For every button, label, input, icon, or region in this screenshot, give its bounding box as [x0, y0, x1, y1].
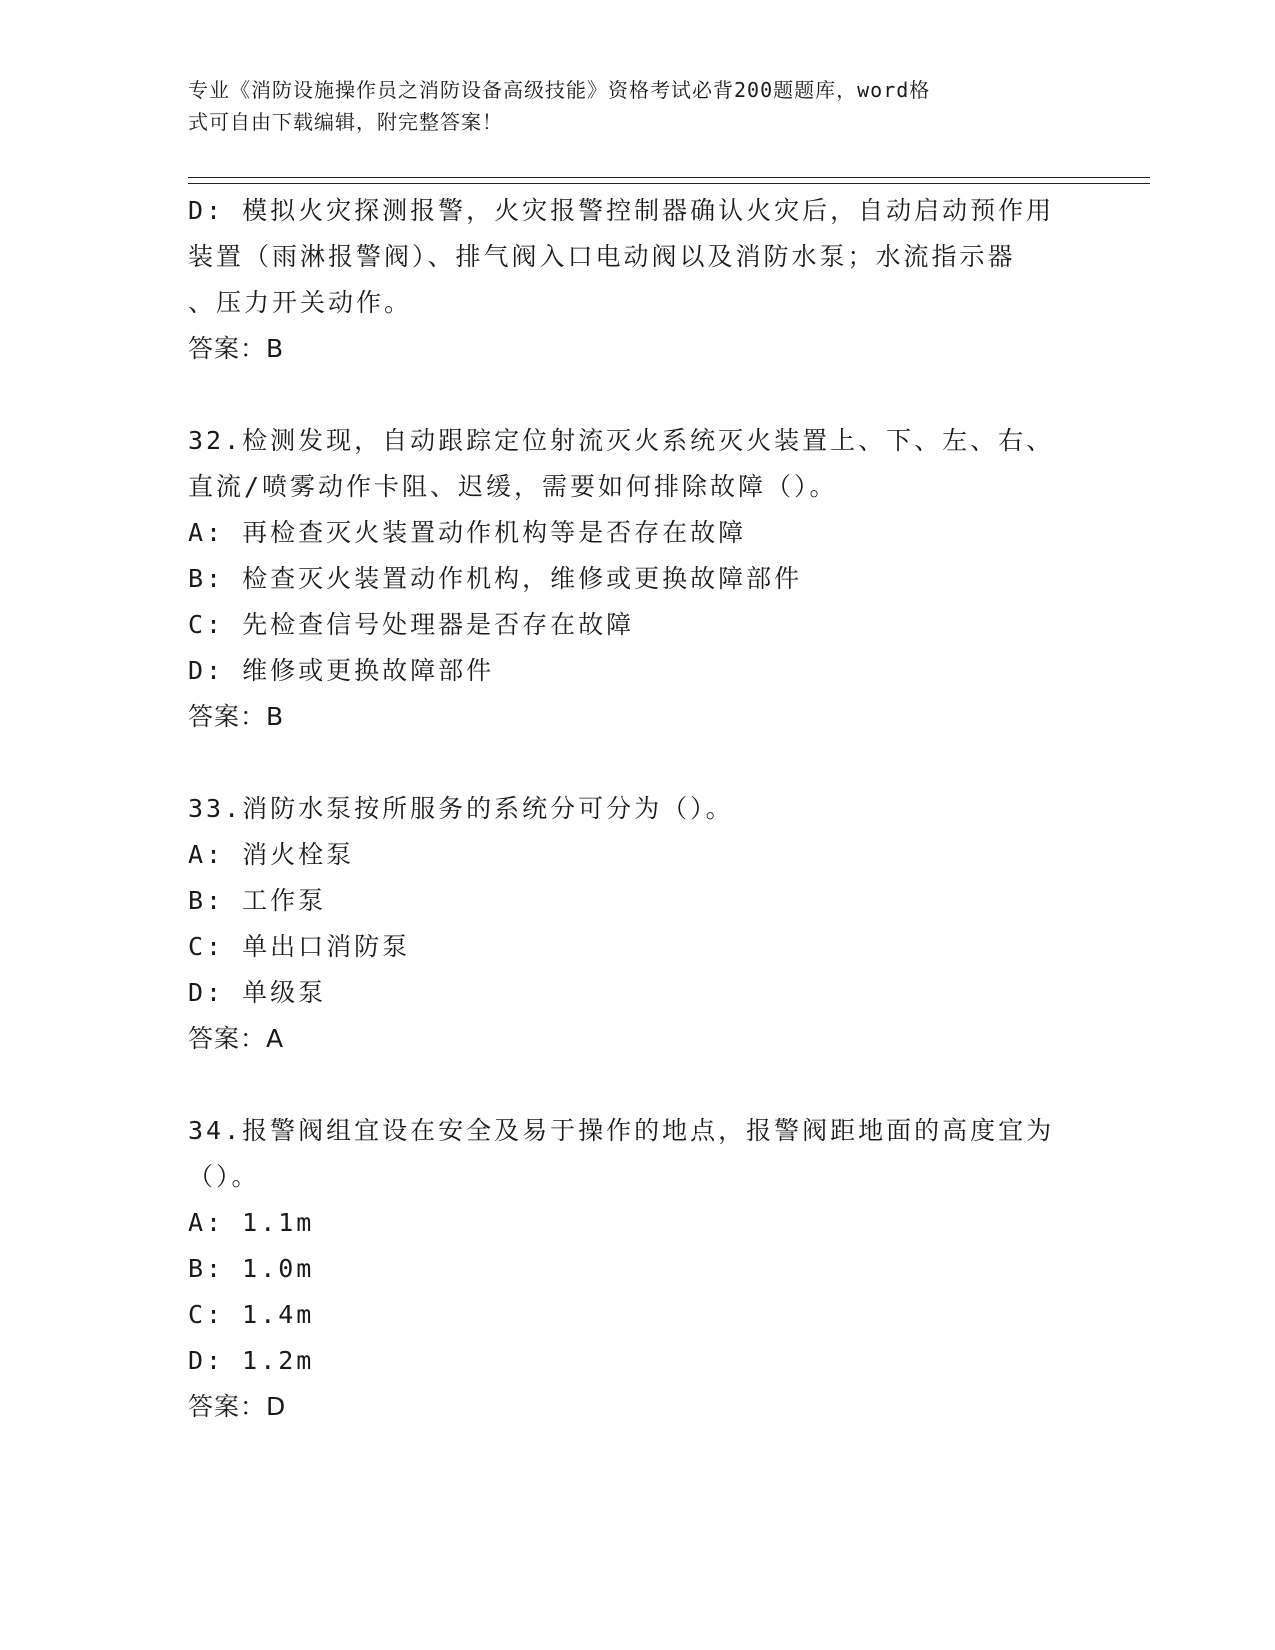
answer-label: 答案：A: [188, 1024, 285, 1053]
option-c: C: 单出口消防泵: [188, 932, 411, 961]
answer-label: 答案：B: [188, 702, 285, 731]
header-divider-top: [188, 177, 1150, 178]
question-34: [188, 1108, 1108, 1430]
header-line-2: 式可自由下载编辑，附完整答案！: [188, 110, 503, 134]
option-d-line: 、压力开关动作。: [188, 288, 413, 317]
answer-label: 答案：B: [188, 334, 285, 363]
option-b: B: 1.0m: [188, 1254, 315, 1283]
option-a: A: 1.1m: [188, 1208, 315, 1237]
option-b: B: 工作泵: [188, 886, 327, 915]
question-title-line: （）。: [188, 1162, 260, 1191]
header-line-1: 专业《消防设施操作员之消防设备高级技能》资格考试必背200题题库，word格: [188, 78, 931, 102]
question-title-line: 32.检测发现，自动跟踪定位射流灭火系统灭火装置上、下、左、右、: [188, 426, 1055, 455]
spacer: [188, 372, 1108, 418]
option-a: A: 消火栓泵: [188, 840, 355, 869]
header-divider-bottom: [188, 183, 1150, 184]
option-d: D: 1.2m: [188, 1346, 315, 1375]
answer-label: 答案：D: [188, 1392, 287, 1421]
question-list: [188, 188, 1108, 1430]
question-title-line: 34.报警阀组宜设在安全及易于操作的地点，报警阀距地面的高度宜为: [188, 1116, 1055, 1145]
question-33: [188, 786, 1108, 1062]
option-a: A: 再检查灭火装置动作机构等是否存在故障: [188, 518, 747, 547]
question-31-continued: [188, 188, 1108, 372]
spacer: [188, 740, 1108, 786]
option-b: B: 检查灭火装置动作机构，维修或更换故障部件: [188, 564, 803, 593]
option-d-line: 装置（雨淋报警阀）、排气阀入口电动阀以及消防水泵；水流指示器: [188, 242, 1016, 271]
option-c: C: 先检查信号处理器是否存在故障: [188, 610, 635, 639]
option-d: D: 单级泵: [188, 978, 327, 1007]
option-c: C: 1.4m: [188, 1300, 315, 1329]
question-32: [188, 418, 1108, 740]
document-header: [188, 74, 1088, 138]
question-title-line: 33.消防水泵按所服务的系统分可分为（）。: [188, 794, 734, 823]
option-d: D: 维修或更换故障部件: [188, 656, 495, 685]
question-title-line: 直流/喷雾动作卡阻、迟缓，需要如何排除故障（）。: [188, 472, 838, 501]
option-d-line: D: 模拟火灾探测报警，火灾报警控制器确认火灾后，自动启动预作用: [188, 196, 1055, 225]
spacer: [188, 1062, 1108, 1108]
